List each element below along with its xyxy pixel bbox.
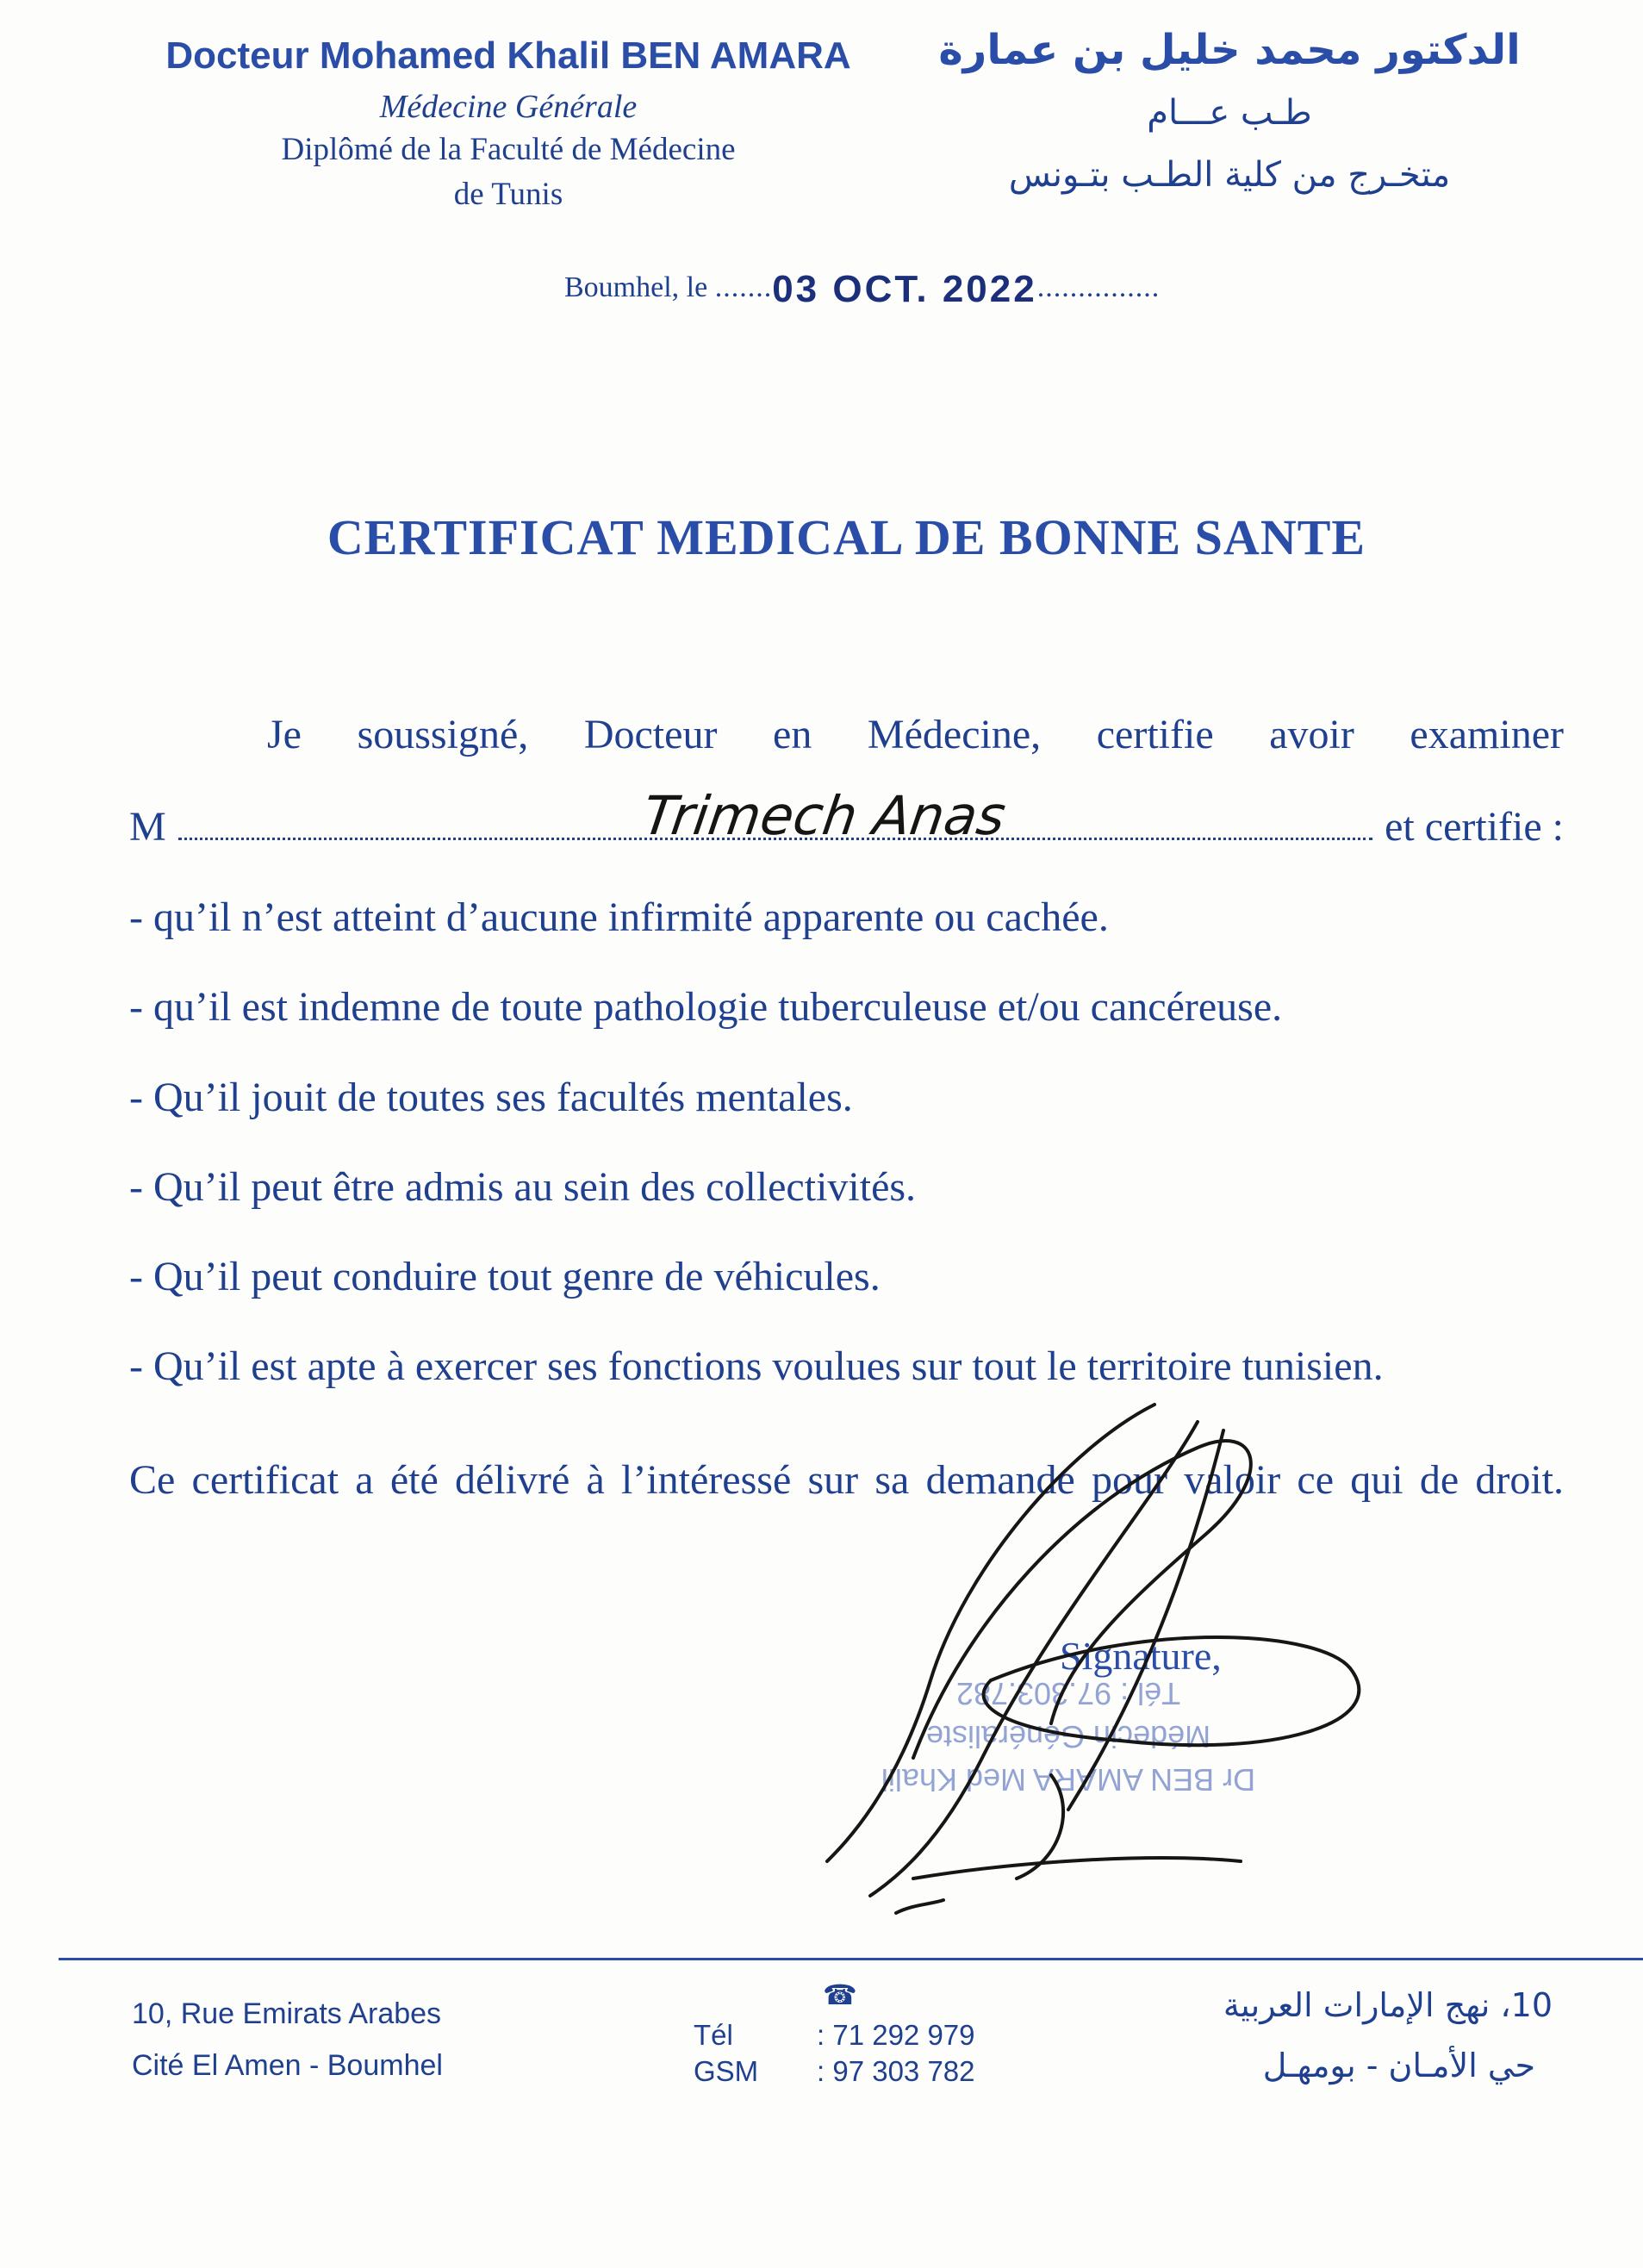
date-dots: ....... (714, 271, 773, 303)
stamp-line: Médecin Généraliste (925, 1719, 1211, 1754)
tel-line (694, 2019, 975, 2052)
date-line (564, 263, 1161, 310)
arabic-specialty: طـب عـــام (1147, 93, 1312, 133)
gsm-line (694, 2055, 975, 2088)
footer-divider (59, 1958, 1643, 1960)
arabic-diploma: متخـرج من كلية الطـب بتـونس (1008, 155, 1451, 195)
doctor-specialty: Médecine Générale (379, 89, 638, 125)
arabic-address-line-2: حي الأمـان - بومهـل (1262, 2047, 1535, 2084)
date-dots-trailing: ............... (1036, 271, 1161, 303)
closing-statement: Ce certificat a été délivré à l’intéressé sur sa demande pour valoir ce qui de droit. (129, 1457, 1564, 1503)
intro-text: Je soussigné, Docteur en Médecine, certifie avoir examiner (267, 712, 1564, 757)
date-stamp: 03 OCT. 2022 (772, 268, 1037, 310)
tel-label: Tél (694, 2019, 733, 2051)
clause-item: - Qu’il jouit de toutes ses facultés mentales. (129, 1075, 853, 1120)
arabic-address-line-1: 10، نهج الإمارات العربية (1223, 1986, 1553, 2024)
clause-item: - Qu’il peut conduire tout genre de véhicules. (129, 1254, 881, 1299)
handwritten-signature (793, 1396, 1413, 1930)
stamp-line: Tél : 97.303.782 (955, 1676, 1181, 1711)
clause-item: - qu’il n’est atteint d’aucune infirmité apparente ou cachée. (129, 894, 1109, 940)
patient-suffix: et certifie : (1385, 804, 1564, 850)
clause-item: - Qu’il est apte à exercer ses fonctions voulues sur tout le territoire tunisien. (129, 1343, 1384, 1389)
patient-name-handwritten: Trimech Anas (638, 784, 1010, 847)
clause-item: - qu’il est indemne de toute pathologie tuberculeuse et/ou cancéreuse. (129, 984, 1283, 1030)
gsm-label: GSM (694, 2055, 759, 2087)
date-prefix: Boumhel, le (564, 271, 708, 303)
patient-dotted-field (178, 784, 1372, 847)
diploma-line-1: Diplômé de la Faculté de Médecine (281, 132, 736, 167)
clause-item: - Qu’il peut être admis au sein des collectivités. (129, 1164, 917, 1210)
stamp-line: Dr BEN AMARA Med Khalil (881, 1762, 1256, 1798)
diploma-line-2: de Tunis (453, 177, 563, 212)
doctor-name: Docteur Mohamed Khalil BEN AMARA (165, 34, 851, 77)
certificate-title: CERTIFICAT MEDICAL DE BONNE SANTE (327, 509, 1366, 565)
telephone-icon: ☎ (823, 1978, 857, 2011)
tel-value: : 71 292 979 (817, 2019, 975, 2051)
arabic-doctor-name: الدكتور محمد خليل بن عمارة (938, 26, 1521, 74)
address-line-1: 10, Rue Emirats Arabes (132, 1997, 442, 2030)
patient-prefix: M (129, 804, 166, 850)
gsm-value: : 97 303 782 (817, 2055, 975, 2087)
signature-label: Signature, (1060, 1634, 1222, 1678)
address-line-2: Cité El Amen - Boumhel (132, 2049, 443, 2082)
patient-line (129, 784, 1564, 850)
